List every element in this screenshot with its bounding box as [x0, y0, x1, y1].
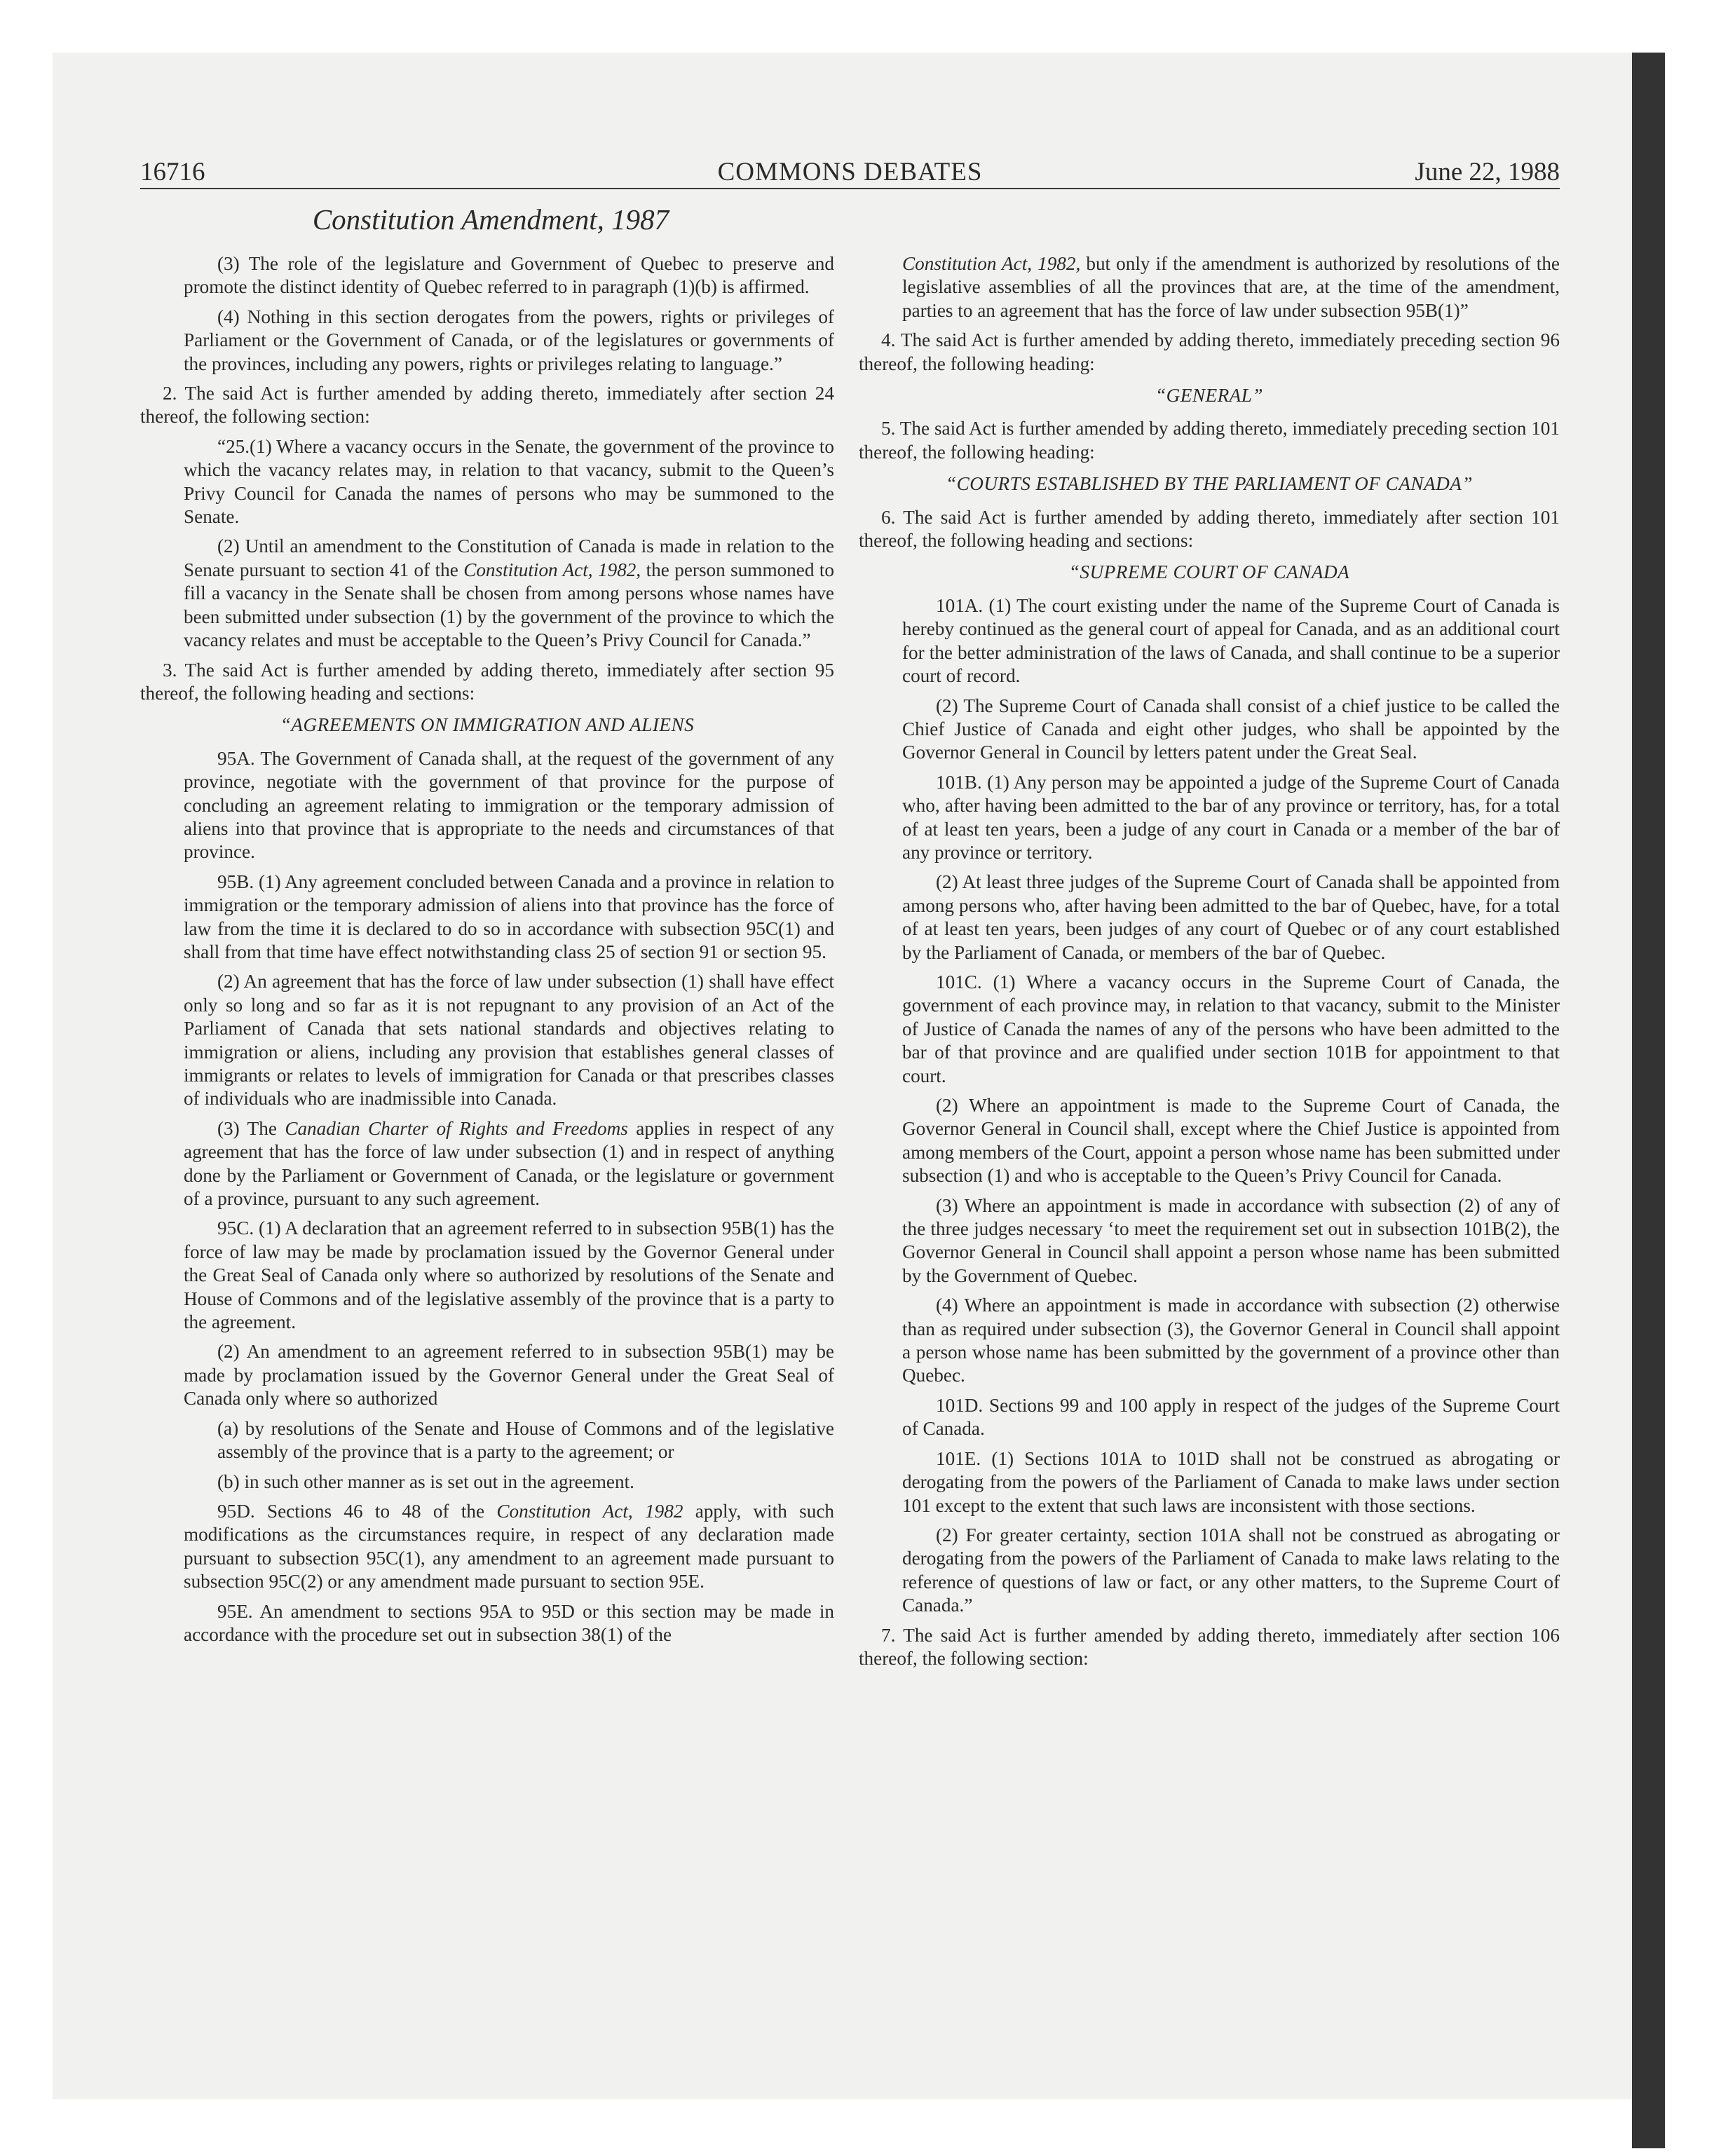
clause: (a) by resolutions of the Senate and House of Commons and of the legislative assembly of the province that is a party to the agreement; or — [217, 1417, 834, 1463]
left-column — [140, 252, 834, 1653]
paragraph: 101E. (1) Sections 101A to 101D shall not be construed as abrogating or derogating from the powers of the Parliament of Canada to make laws under section 101 except to the extent that such laws are inconsistent with those sections. — [902, 1447, 1560, 1516]
paragraph: 95C. (1) A declaration that an agreement referred to in subsection 95B(1) has the force of law may be made by proclamation issued by the Governor General under the Great Seal of Canada only where so authorized by resolutions of the Senate and House of Commons and of the legislative assembly of the province that is a party to the agreement. — [184, 1217, 834, 1333]
paragraph: 3. The said Act is further amended by adding thereto, immediately after section 95 thereof, the following heading and sections: — [140, 659, 834, 704]
header-rule — [140, 188, 1560, 189]
paragraph: 4. The said Act is further amended by adding thereto, immediately preceding section 96 thereof, the following heading: — [859, 329, 1560, 374]
subject-heading: Constitution Amendment, 1987 — [312, 203, 669, 236]
page-header — [140, 157, 1560, 189]
paragraph: 95A. The Government of Canada shall, at the request of the government of any province, negotiate with the government of that province for the purpose of concluding an agreement relating to immigration or the temporary admission of aliens into that province that is appropriate to the needs and circumstances of that province. — [184, 747, 834, 863]
right-column — [859, 252, 1560, 1677]
paragraph: (2) For greater certainty, section 101A shall not be construed as abrogating or derogating from the powers of the Parliament of Canada to make laws relating to the reference of questions of law or fact, or any other matters, to the Supreme Court of Canada.” — [902, 1524, 1560, 1616]
paragraph: (3) The role of the legislature and Government of Quebec to preserve and promote the distinct identity of Quebec referred to in paragraph (1)(b) is affirmed. — [184, 253, 834, 298]
publication-date: June 22, 1988 — [1415, 158, 1560, 186]
paragraph: (2) At least three judges of the Supreme Court of Canada shall be appointed from among persons who, after having been admitted to the bar of Quebec, have, for a total of at least ten years, been judges of any court of Quebec or of any court established by the Parliament of Canada, or members of the bar of Quebec. — [902, 871, 1560, 963]
paragraph: 7. The said Act is further amended by adding thereto, immediately after section 106 thereof, the following section: — [859, 1624, 1560, 1669]
paragraph: 2. The said Act is further amended by adding thereto, immediately after section 24 thereof, the following section: — [140, 383, 834, 428]
paragraph: (2) Until an amendment to the Constitution of Canada is made in relation to the Senate pursuant to section 41 of the Constitution Act, 1982, the person summoned to fill a vacancy in the Senate shall be chosen from among persons whose names have been submitted under subsection (1) by the government of the province to which the vacancy relates and must be acceptable to the Queen’s Privy Council for Canada.” — [184, 535, 834, 651]
section-heading: “GENERAL” — [1155, 385, 1264, 407]
paragraph: (2) The Supreme Court of Canada shall consist of a chief justice to be called the Chief Justice of Canada and eight other judges, who shall be appointed by the Governor General in Council by letters patent under the Great Seal. — [902, 695, 1560, 763]
paragraph: 95B. (1) Any agreement concluded between Canada and a province in relation to immigration or the temporary admission of aliens into that province has the force of law from the time it is declared to do so in accordance with subsection 95C(1) and shall from that time have effect notwithstanding class 25 of section 91 or section 95. — [184, 871, 834, 962]
paragraph: (3) The Canadian Charter of Rights and Freedoms applies in respect of any agreement that has the force of law under subsection (1) and in respect of anything done by the Parliament or Government of Canada, or the legislature or government of a province, pursuant to any such agreement. — [184, 1117, 834, 1210]
paragraph: (4) Nothing in this section derogates from the powers, rights or privileges of Parliament or the Government of Canada, or of the legislatures or governments of the provinces, including any powers, rights or privileges relating to language.” — [184, 306, 834, 374]
paragraph: 5. The said Act is further amended by adding thereto, immediately preceding section 101 thereof, the following heading: — [859, 418, 1560, 463]
paragraph: 95D. Sections 46 to 48 of the Constitution Act, 1982 apply, with such modifications as the circumstances require, in respect of any declaration made pursuant to subsection 95C(1), any amendment to an agreement made pursuant to subsection 95C(2) or any amendment made pursuant to section 95E. — [184, 1500, 834, 1592]
paragraph: 101A. (1) The court existing under the name of the Supreme Court of Canada is hereby continued as the general court of appeal for Canada, and as an additional court for the better administration of the laws of Canada, and shall continue to be a superior court of record. — [902, 594, 1560, 687]
paragraph: Constitution Act, 1982, but only if the amendment is authorized by resolutions of the legislative assemblies of all the provinces that are, at the time of the amendment, parties to an agreement that has the force of law under subsection 95B(1)” — [902, 253, 1560, 321]
publication-title: COMMONS DEBATES — [717, 158, 983, 186]
paragraph: (4) Where an appointment is made in accordance with subsection (2) otherwise than as required under subsection (3), the Governor General in Council shall appoint a person whose name has been submitted by the government of a province other than Quebec. — [902, 1295, 1560, 1386]
clause: (b) in such other manner as is set out in the agreement. — [217, 1471, 634, 1492]
binding-edge — [1632, 53, 1665, 2148]
paragraph: 101C. (1) Where a vacancy occurs in the Supreme Court of Canada, the government of each province may, in relation to that vacancy, submit to the Minister of Justice of Canada the names of any of the persons who have been admitted to the bar of that province and are qualified under section 101B for appointment to that court. — [902, 971, 1560, 1086]
paragraph: (3) Where an appointment is made in accordance with subsection (2) of any of the three judges necessary ‘to meet the requirement set out in subsection 101B(2), the Governor General in Council shall appoint a person whose name has been submitted by the Government of Quebec. — [902, 1194, 1560, 1286]
paragraph: 101D. Sections 99 and 100 apply in respect of the judges of the Supreme Court of Canada. — [902, 1394, 1560, 1440]
section-heading: “AGREEMENTS ON IMMIGRATION AND ALIENS — [280, 714, 695, 736]
paragraph: “25.(1) Where a vacancy occurs in the Senate, the government of the province to which the vacancy relates may, in relation to that vacancy, submit to the Queen’s Privy Council for Canada the names of persons who may be summoned to the Senate. — [184, 435, 834, 528]
paragraph: 6. The said Act is further amended by adding thereto, immediately after section 101 thereof, the following heading and sections: — [859, 506, 1560, 552]
paragraph: (2) An amendment to an agreement referred to in subsection 95B(1) may be made by proclamation issued by the Governor General under the Great Seal of Canada only where so authorized — [184, 1341, 834, 1410]
paragraph: (2) Where an appointment is made to the Supreme Court of Canada, the Governor General in Council shall, except where the Chief Justice is appointed from among members of the Court, appoint a person whose name has been submitted under subsection (1) and who is acceptable to the Queen’s Privy Council for Canada. — [902, 1095, 1560, 1187]
page-number: 16716 — [140, 158, 205, 186]
section-heading: “SUPREME COURT OF CANADA — [1068, 561, 1350, 583]
section-heading: “COURTS ESTABLISHED BY THE PARLIAMENT OF CANADA” — [945, 473, 1474, 495]
paragraph: 101B. (1) Any person may be appointed a judge of the Supreme Court of Canada who, after having been admitted to the bar of any province or territory, has, for a total of at least ten years, been a judge of any court in Canada or a member of the bar of any province or territory. — [902, 771, 1560, 863]
paragraph: 95E. An amendment to sections 95A to 95D or this section may be made in accordance with the procedure set out in subsection 38(1) of the — [184, 1600, 834, 1645]
paragraph: (2) An agreement that has the force of law under subsection (1) shall have effect only so long and so far as it is not repugnant to any provision of an Act of the Parliament of Canada that sets national standards and objectives relating to immigration or aliens, including any provision that establishes general classes of immigrants or relates to levels of immigration for Canada or that prescribes classes of individuals who are inadmissible into Canada. — [184, 971, 834, 1110]
